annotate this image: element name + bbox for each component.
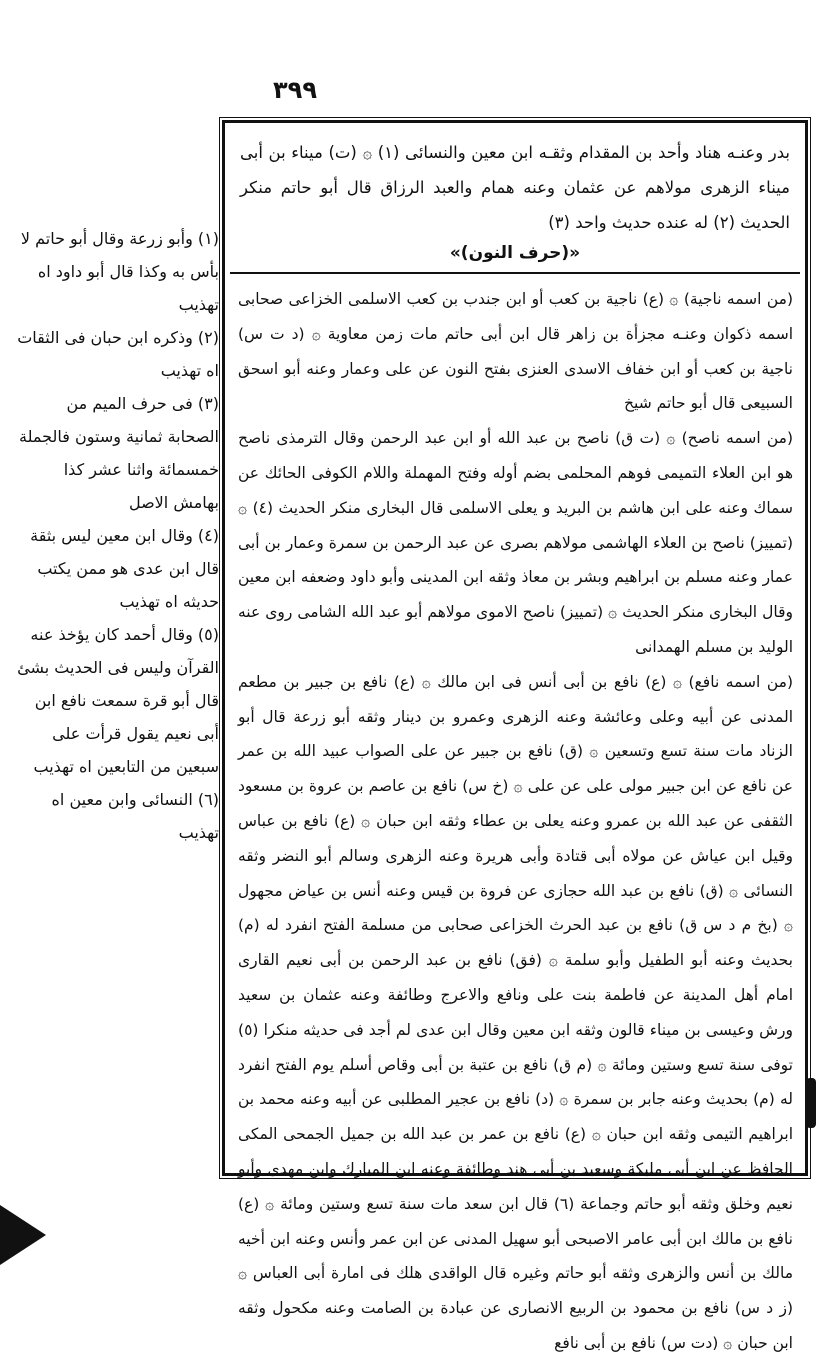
- paragraph-nasih: (من اسمه ناصح) ۞ (ت ق) ناصح بن عبد الله أو ابن عبد الرحمن وقال الترمذى ناصح هو ابن العلاء التميمى فوهم المحلمى بضم أوله وفتح المهملة واللام الكوفى الحائك عن سماك وعنه على ابن هاشم بن البريد و يعلى الاسلمى قال البخارى منكر الحديث (٤) ۞ (تمييز) ناصح بن العلاء الهاشمى مولاهم بصرى عن عبد الرحمن بن سمرة وعمار بن أبى عمار وعنه مسلم بن ابراهيم وبشر بن معاذ وثقه ابن المدينى وأبو داود وضعفه ابن معين وقال البخارى منكر الحديث ۞ (تمييز) ناصح الاموى مولاهم أبو عبد الله الشامى روى عنه الوليد بن مسلم الهمدانى: [238, 429, 793, 656]
- divider-rule: [230, 272, 800, 274]
- page-number: ٣٩٩: [273, 76, 317, 104]
- section-title: «(حرف النون)»: [449, 243, 581, 263]
- main-text: [238, 282, 793, 1361]
- paragraph-najiya: (من اسمه ناجية) ۞ (ع) ناجية بن كعب أو ابن جندب بن كعب الاسلمى الخزاعى صحابى اسمه ذكوان وعنـه مجزأة بن زاهر قال ابن أبى حاتم مات زمن معاوية ۞ (د ت س) ناجية بن كعب أو ابن خفاف الاسدى العنزى بفتح النون عن على وعمار وعنه أبو اسحق السبيعى قال أبو حاتم شيخ: [238, 290, 793, 413]
- paragraph-nafi: (من اسمه نافع) ۞ (ع) نافع بن أبى أنس فى ابن مالك ۞ (ع) نافع بن جبير بن مطعم المدنى عن أبيه وعلى وعائشة وعنه الزهرى وعمرو بن دينار وثقه أبو زرعة قال أبو الزناد مات سنة تسع وتسعين ۞ (ق) نافع بن جبير عن على الصواب عبيد الله بن عمر عن نافع عن ابن جبير مولى على عن على ۞ (خ س) نافع بن عاصم بن عروة بن مسعود الثقفى عن عبد الله بن عمرو وعنه يعلى بن عطاء وثقه ابن حبان ۞ (ع) نافع بن عباس وقيل ابن عياش عن مولاه أبى قتادة وأبى هريرة وعنه الزهرى وسالم أبو النضر وثقه النسائى ۞ (ق) نافع بن عبد الله حجازى عن فروة بن قيس وعنه أنس بن عياض مجهول ۞ (بخ م د س ق) نافع بن عبد الحرث الخزاعى صحابى من مسلمة الفتح انفرد له (م) بحديث وعنه أبو الطفيل وأبو سلمة ۞ (فق) نافع بن عبد الرحمن بن أبى نعيم القارى امام أهل المدينة عن فاطمة بنت على ونافع والاعرج وطائفة وعنه عثمان بن سعيد ورش وعيسى بن ميناء قالون وثقه ابن معين وقال ابن عدى لم أجد فى حديثه منكرا (٥) توفى سنة تسع وستين ومائة ۞ (م ق) نافع بن عتبة بن أبى وقاص أسلم يوم الفتح انفرد له (م) بحديث وعنه جابر بن سمرة ۞ (د) نافع بن عجير المطلبى عن أبيه وعنه محمد بن ابراهيم التيمى وثقه ابن حبان ۞ (ع) نافع بن عمر بن عبد الله بن جميل الجمحى المكى الحافظ عن ابن أبى مليكة وسعيد بن أبى هند وطائفة وعنه ابن المبارك وابن مهدى وأبو نعيم وخلق وثقه أبو حاتم وجماعة (٦) قال ابن سعد مات سنة تسع وستين ومائة ۞ (ع) نافع بن مالك ابن أبى عامر الاصبحى أبو سهيل المدنى عن ابن عمر وأنس وعنه ابن أخيه مالك بن أنس والزهرى وثقه أبو حاتم وغيره قال الواقدى هلك فى امارة أبى العباس ۞ (ز د س) نافع بن محمود بن الربيع الانصارى عن عبادة بن الصامت وعنه مكحول وثقه ابن حبان ۞ (دت س) نافع بن أبى نافع: [238, 672, 793, 1352]
- margin-note: (٣) فى حرف الميم من الصحابة ثمانية وستون فالجملة خمسمائة واثنا عشر كذا بهامش الاصل: [19, 394, 219, 512]
- corner-triangle-icon: [0, 1205, 46, 1265]
- ink-mark: [806, 1078, 816, 1128]
- margin-note: (١) وأبو زرعة وقال أبو حاتم لا بأس به وكذا قال أبو داود اه تهذيب: [20, 229, 219, 314]
- margin-note: (٢) وذكره ابن حبان فى الثقات اه تهذيب: [17, 328, 219, 380]
- margin-note: (٥) وقال أحمد كان يؤخذ عنه القرآن وليس فى الحديث بشئ قال أبو قرة سمعت نافع ابن أبى نعيم يقول قرأت على سبعين من التابعين اه تهذيب: [17, 625, 219, 776]
- margin-note: (٦) النسائى وابن معين اه تهذيب: [51, 790, 219, 842]
- header-text: بدر وعنـه هناد وأحد بن المقدام وثقـه ابن معين والنسائى (١) ۞ (ت) ميناء بن أبى ميناء الزهرى مولاهم عن عثمان وعنه همام والعبد الرزاق قال أبو حاتم منكر الحديث (٢) له عنده حديث واحد (٣): [240, 143, 790, 232]
- margin-notes: [14, 222, 219, 849]
- margin-note: (٤) وقال ابن معين ليس بثقة قال ابن عدى هو ممن يكتب حديثه اه تهذيب: [30, 526, 219, 611]
